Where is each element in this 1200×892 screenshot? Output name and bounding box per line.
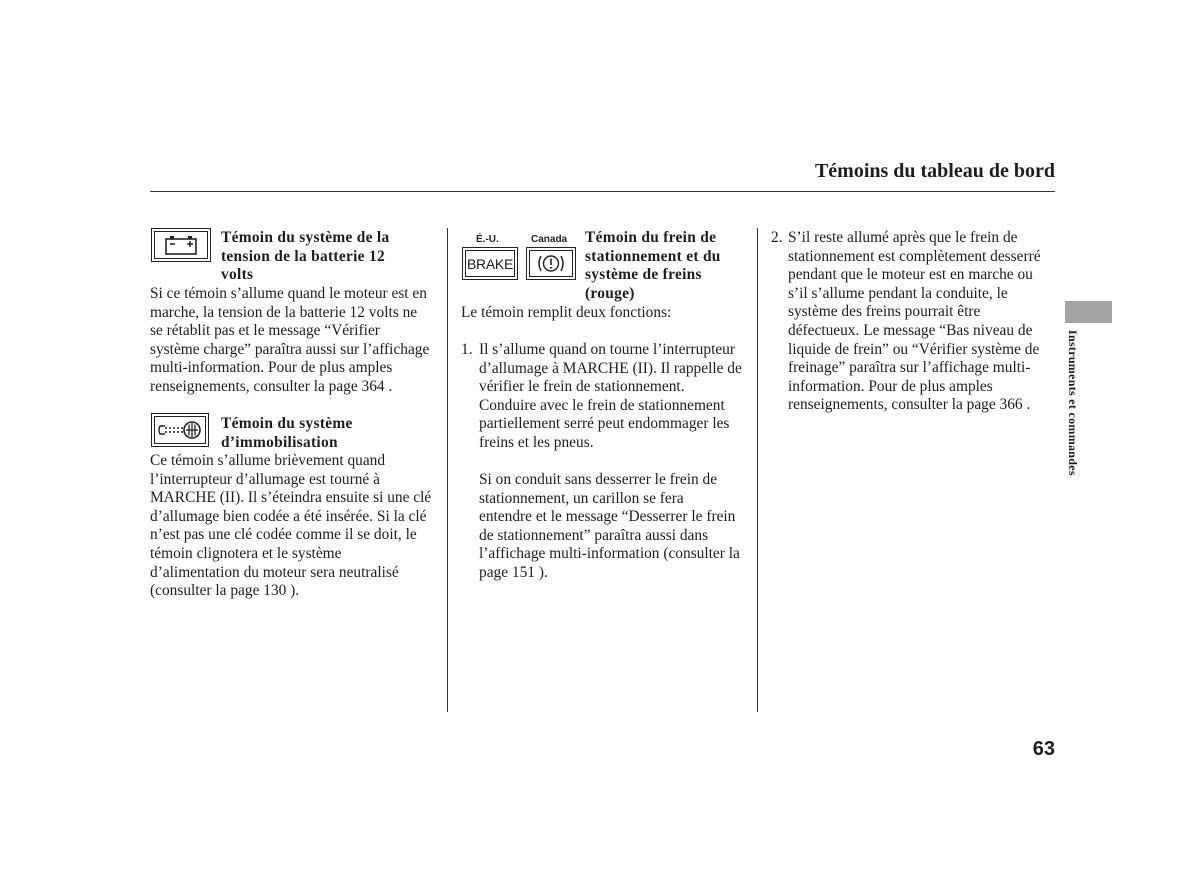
item2-line: stationnement est complètement desserré <box>788 247 1041 265</box>
brake-heading-line: (rouge) <box>585 284 635 302</box>
battery-body-line: système charge” paraîtra aussi sur l’affichage <box>150 340 430 358</box>
brake-intro: Le témoin remplit deux fonctions: <box>461 304 672 321</box>
immobilizer-body-line: Ce témoin s’allume brièvement quand <box>150 452 386 469</box>
item1-followup-line: entendre et le message “Desserrer le frein <box>479 508 736 526</box>
battery-heading-line: tension de la batterie 12 <box>221 247 385 265</box>
column-divider-2 <box>757 228 758 712</box>
battery-body-line: marche, la tension de la batterie 12 volts ne <box>150 303 418 321</box>
immobilizer-indicator-frame <box>151 413 209 447</box>
item2-line: système des freins pourrait être <box>788 303 981 321</box>
battery-body-line: multi-information. Pour de plus amples <box>150 359 393 377</box>
battery-heading-line: Témoin du système de la <box>221 229 390 246</box>
item1-line: vérifier le frein de stationnement. <box>479 378 685 396</box>
item1-followup-line: l’affichage multi-information (consulter la <box>479 545 740 563</box>
battery-indicator-frame <box>151 228 211 262</box>
item2-line: liquide de frein” ou “Vérifier système de <box>788 340 1040 358</box>
column-divider-1 <box>447 228 448 712</box>
item2-number: 2. <box>771 229 783 246</box>
item1-followup-line: Si on conduit sans desserrer le frein de <box>479 471 718 488</box>
key-icon <box>156 418 204 442</box>
item1-line: d’allumage à MARCHE (II). Il rappelle de <box>479 359 742 377</box>
brake-heading <box>585 229 721 303</box>
brake-us-indicator-frame <box>462 247 518 280</box>
battery-body <box>150 285 429 397</box>
immobilizer-heading-line: d’immobilisation <box>221 433 338 451</box>
item2-line: s’il s’allume pendant la conduite, le <box>788 284 1008 302</box>
battery-heading <box>221 229 390 285</box>
section-tab <box>1065 301 1112 323</box>
immobilizer-body-line: l’interrupteur d’allumage est tourné à <box>150 470 380 488</box>
item1-followup <box>479 471 740 583</box>
item2-text <box>788 229 1041 415</box>
item1-line: Il s’allume quand on tourne l’interrupteur <box>479 341 736 358</box>
immobilizer-body-line: d’alimentation du moteur sera neutralisé <box>150 563 399 581</box>
item2-line: défectueux. Le message “Bas niveau de <box>788 321 1033 339</box>
item1-line: Conduire avec le frein de stationnement <box>479 396 725 414</box>
item2-line: pendant que le moteur est en marche ou <box>788 266 1033 284</box>
section-tab-label: Instruments et commandes <box>1066 330 1080 476</box>
battery-heading-line: volts <box>221 266 254 284</box>
canada-label: Canada <box>531 234 568 245</box>
item1-text <box>479 341 742 453</box>
battery-icon <box>156 233 206 257</box>
battery-body-line: Si ce témoin s’allume quand le moteur est en <box>150 285 427 302</box>
brake-warning-icon <box>531 252 571 275</box>
item2-line: freinage” paraîtra sur l’affichage multi- <box>788 359 1031 377</box>
brake-heading-line: stationnement et du <box>585 247 721 265</box>
immobilizer-heading <box>221 415 353 452</box>
immobilizer-body-line: n’est pas une clé codée comme il se doit, le <box>150 526 417 544</box>
immobilizer-body-line: (consulter la page 130 ). <box>150 582 300 600</box>
header-rule <box>150 191 1055 192</box>
immobilizer-body-line: d’allumage bien codée a été insérée. Si la clé <box>150 507 427 525</box>
item1-followup-line: stationnement, un carillon se fera <box>479 489 684 507</box>
immobilizer-body-line: MARCHE (II). Il s’éteindra ensuite si une clé <box>150 489 432 507</box>
brake-us-icon-text: BRAKE <box>467 255 513 272</box>
page-title: Témoins du tableau de bord <box>814 160 1055 182</box>
brake-heading-line: Témoin du frein de <box>585 229 717 246</box>
item2-line: S’il reste allumé après que le frein de <box>788 229 1018 246</box>
brake-canada-indicator-frame <box>526 247 576 280</box>
item2-line: renseignements, consulter la page 366 . <box>788 396 1031 414</box>
immobilizer-body <box>150 452 431 601</box>
item2-line: information. Pour de plus amples <box>788 377 993 395</box>
item1-followup-line: page 151 ). <box>479 563 548 581</box>
brake-heading-line: système de freins <box>585 266 702 284</box>
immobilizer-heading-line: Témoin du système <box>221 415 353 432</box>
item1-number: 1. <box>461 341 473 358</box>
battery-body-line: se rétablit pas et le message “Vérifier <box>150 322 380 340</box>
item1-followup-line: de stationnement” paraîtra aussi dans <box>479 526 709 544</box>
us-label: É.-U. <box>476 234 499 245</box>
immobilizer-body-line: témoin clignotera et le système <box>150 544 342 562</box>
battery-body-line: renseignements, consulter la page 364 . <box>150 377 393 395</box>
item1-line: freins et les pneus. <box>479 433 594 451</box>
page-number: 63 <box>1032 738 1055 760</box>
item1-line: partiellement serré peut endommager les <box>479 415 730 433</box>
